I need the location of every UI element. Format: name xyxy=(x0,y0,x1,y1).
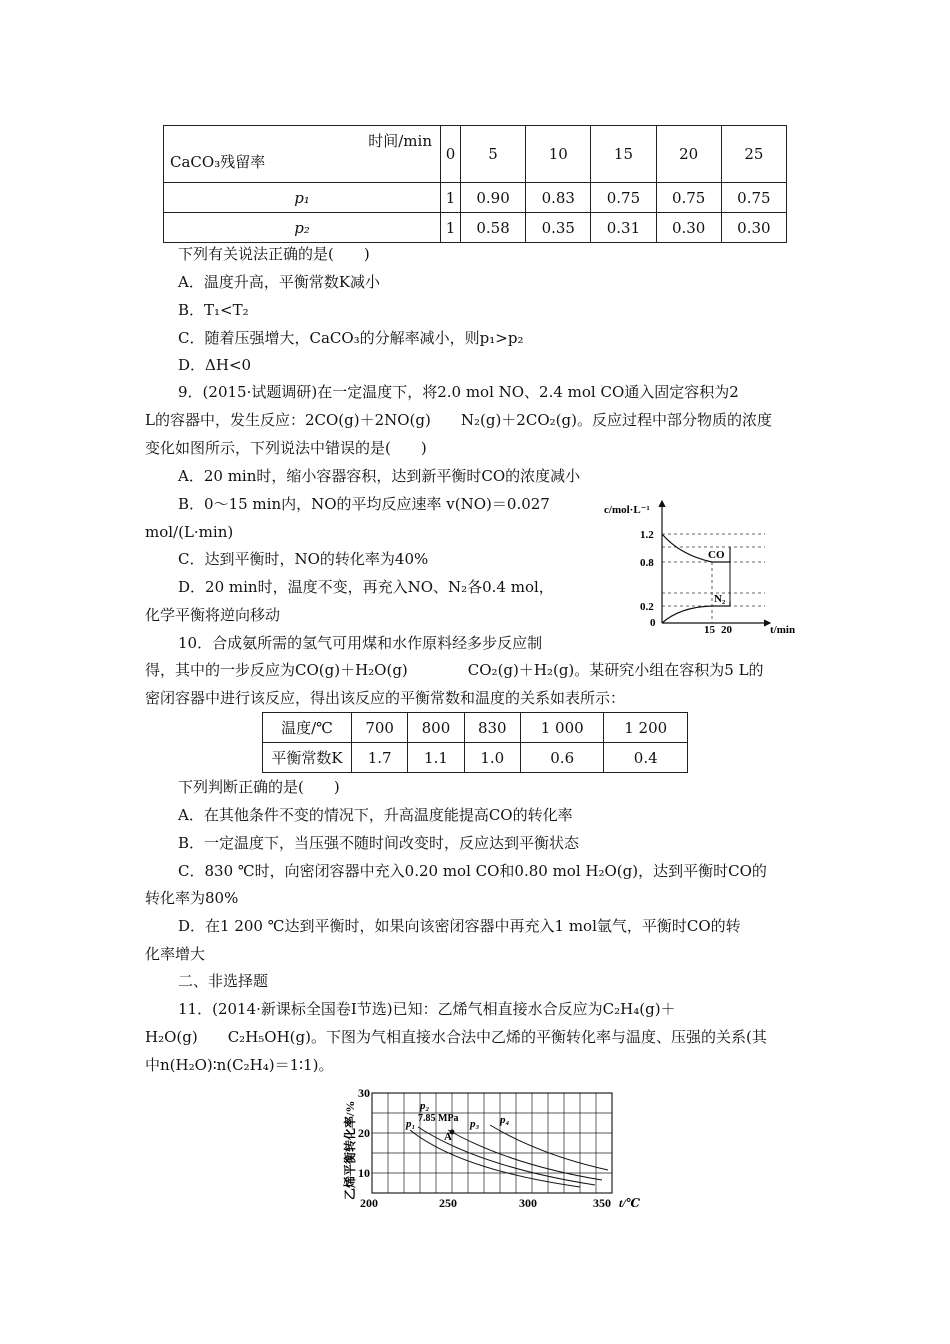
q10-option-a: A．在其他条件不变的情况下，升高温度能提高CO的转化率 xyxy=(178,806,573,824)
row-label: p₁ xyxy=(164,183,441,213)
q9-option-b-cont: mol/(L·min) xyxy=(145,523,234,541)
cell: 0.6 xyxy=(520,743,604,773)
y-axis-label: c/mol·L⁻¹ xyxy=(604,504,650,516)
cell: 800 xyxy=(408,713,464,743)
cell: 1 000 xyxy=(520,713,604,743)
header-left: CaCO₃残留率 xyxy=(170,153,266,171)
q9-option-b: B．0～15 min内，NO的平均反应速率 v(NO)＝0.027 xyxy=(178,495,550,513)
q10-option-b: B．一定温度下，当压强不随时间改变时，反应达到平衡状态 xyxy=(178,834,580,852)
x-tick: 200 xyxy=(360,1196,378,1210)
row-label: p₂ xyxy=(164,213,441,243)
x-axis-label: t/℃ xyxy=(619,1196,641,1210)
p3-label: p₃ xyxy=(470,1118,480,1130)
q10-line-3: 密闭容器中进行该反应，得出该反应的平衡常数和温度的关系如表所示： xyxy=(145,689,626,707)
q8-option-d: D．ΔH<0 xyxy=(178,356,252,374)
table-row xyxy=(164,213,787,243)
header-top: 时间/min xyxy=(368,132,432,150)
q11-line-1: 11．(2014·新课标全国卷Ⅰ节选)已知：乙烯气相直接水合反应为C₂H₄(g)＋ xyxy=(178,1000,676,1018)
cell: 0.4 xyxy=(604,743,688,773)
q8-option-b: B．T₁<T₂ xyxy=(178,301,249,319)
y-tick: 1.2 xyxy=(640,529,654,541)
q10-option-c: C．830 ℃时，向密闭容器中充入0.20 mol CO和0.80 mol H₂O(g)，达到平衡时CO的 xyxy=(178,862,767,880)
p2-label: p₂ xyxy=(420,1100,430,1112)
q10-option-d-cont: 化率增大 xyxy=(145,945,206,963)
y-tick: 0 xyxy=(650,617,656,629)
cell: 700 xyxy=(352,713,408,743)
co-label: CO xyxy=(708,549,725,561)
q9-option-a: A．20 min时，缩小容器容积，达到新平衡时CO的浓度减小 xyxy=(178,467,581,485)
q10-line-2: 得，其中的一步反应为CO(g)＋H₂O(g) CO₂(g)＋H₂(g)。某研究小组在容积为5 L的 xyxy=(145,661,764,679)
q9-line-1: 9．(2015·试题调研)在一定温度下，将2.0 mol NO、2.4 mol CO通入固定容积为2 xyxy=(178,383,739,401)
q10-stem: 下列判断正确的是( ) xyxy=(178,778,340,796)
q10-line-1: 10．合成氨所需的氢气可用煤和水作原料经多步反应制 xyxy=(178,634,543,652)
cell: 1.1 xyxy=(408,743,464,773)
x-axis-label: t/min xyxy=(770,624,796,636)
x-tick: 15 xyxy=(704,624,715,636)
cell: 平衡常数K xyxy=(263,743,352,773)
y-tick: 0.2 xyxy=(640,601,654,613)
q9-option-c: C．达到平衡时，NO的转化率为40% xyxy=(178,550,429,568)
y-axis-label: 乙烯平衡转化率/% xyxy=(343,1100,357,1200)
x-tick: 20 xyxy=(721,624,732,636)
cell: 0.35 xyxy=(526,213,591,243)
cell: 1.7 xyxy=(352,743,408,773)
q8-stem: 下列有关说法正确的是( ) xyxy=(178,245,370,263)
point-a-label: A xyxy=(444,1131,452,1143)
table-row xyxy=(164,183,787,213)
equilibrium-constant-table xyxy=(262,712,688,773)
p1-curve xyxy=(410,1130,580,1187)
q9-line-3: 变化如图所示，下列说法中错误的是( ) xyxy=(145,439,427,457)
q10-option-c-cont: 转化率为80% xyxy=(145,889,239,907)
n2-label: N₂ xyxy=(714,593,726,605)
residual-rate-table xyxy=(163,125,787,243)
ethylene-conversion-chart xyxy=(340,1085,650,1215)
cell: 0.30 xyxy=(656,213,721,243)
cell: 温度/℃ xyxy=(263,713,352,743)
section-heading: 二、非选择题 xyxy=(178,972,269,990)
q11-line-3: 中n(H₂O)∶n(C₂H₄)＝1∶1)。 xyxy=(145,1056,334,1074)
q8-option-a: A．温度升高，平衡常数K减小 xyxy=(178,273,381,291)
time-cell: 15 xyxy=(591,126,656,183)
time-cell: 5 xyxy=(460,126,525,183)
y-tick: 0.8 xyxy=(640,557,654,569)
time-cell: 0 xyxy=(441,126,461,183)
q9-option-d: D．20 min时，温度不变，再充入NO、N₂各0.4 mol， xyxy=(178,578,554,596)
cell: 0.30 xyxy=(721,213,786,243)
cell: 1 xyxy=(441,213,461,243)
cell: 0.31 xyxy=(591,213,656,243)
cell: 1.0 xyxy=(464,743,520,773)
cell: 0.90 xyxy=(460,183,525,213)
cell: 0.75 xyxy=(591,183,656,213)
p3-curve xyxy=(448,1130,602,1180)
x-tick: 350 xyxy=(593,1196,611,1210)
time-cell: 25 xyxy=(721,126,786,183)
cell: 830 xyxy=(464,713,520,743)
x-tick: 300 xyxy=(519,1196,537,1210)
q11-line-2: H₂O(g) C₂H₅OH(g)。下图为气相直接水合法中乙烯的平衡转化率与温度、压强的关系(其 xyxy=(145,1028,767,1046)
concentration-time-chart xyxy=(600,495,805,640)
time-cell: 20 xyxy=(656,126,721,183)
cell: 0.83 xyxy=(526,183,591,213)
q8-option-c: C．随着压强增大，CaCO₃的分解率减小，则p₁>p₂ xyxy=(178,329,524,347)
p4-label: p₄ xyxy=(500,1114,510,1126)
table-row xyxy=(263,713,688,743)
y-tick: 20 xyxy=(358,1126,370,1140)
grid xyxy=(372,1093,612,1193)
cell: 1 xyxy=(441,183,461,213)
p1-label: p₁ xyxy=(406,1118,416,1130)
p4-curve xyxy=(490,1125,608,1170)
cell: 0.75 xyxy=(656,183,721,213)
q10-option-d: D．在1 200 ℃达到平衡时，如果向该密闭容器中再充入1 mol氩气，平衡时CO的转 xyxy=(178,917,741,935)
y-tick: 10 xyxy=(358,1166,370,1180)
pressure-annotation: 7.85 MPa xyxy=(418,1113,459,1124)
table-row xyxy=(263,743,688,773)
cell: 1 200 xyxy=(604,713,688,743)
y-tick: 30 xyxy=(358,1086,370,1100)
cell: 0.58 xyxy=(460,213,525,243)
cell: 0.75 xyxy=(721,183,786,213)
q9-option-d-cont: 化学平衡将逆向移动 xyxy=(145,606,281,624)
time-cell: 10 xyxy=(526,126,591,183)
q9-line-2: L的容器中，发生反应：2CO(g)＋2NO(g) N₂(g)＋2CO₂(g)。反应过程中部分物质的浓度 xyxy=(145,411,772,429)
x-tick: 250 xyxy=(439,1196,457,1210)
table-corner-header xyxy=(164,126,441,183)
